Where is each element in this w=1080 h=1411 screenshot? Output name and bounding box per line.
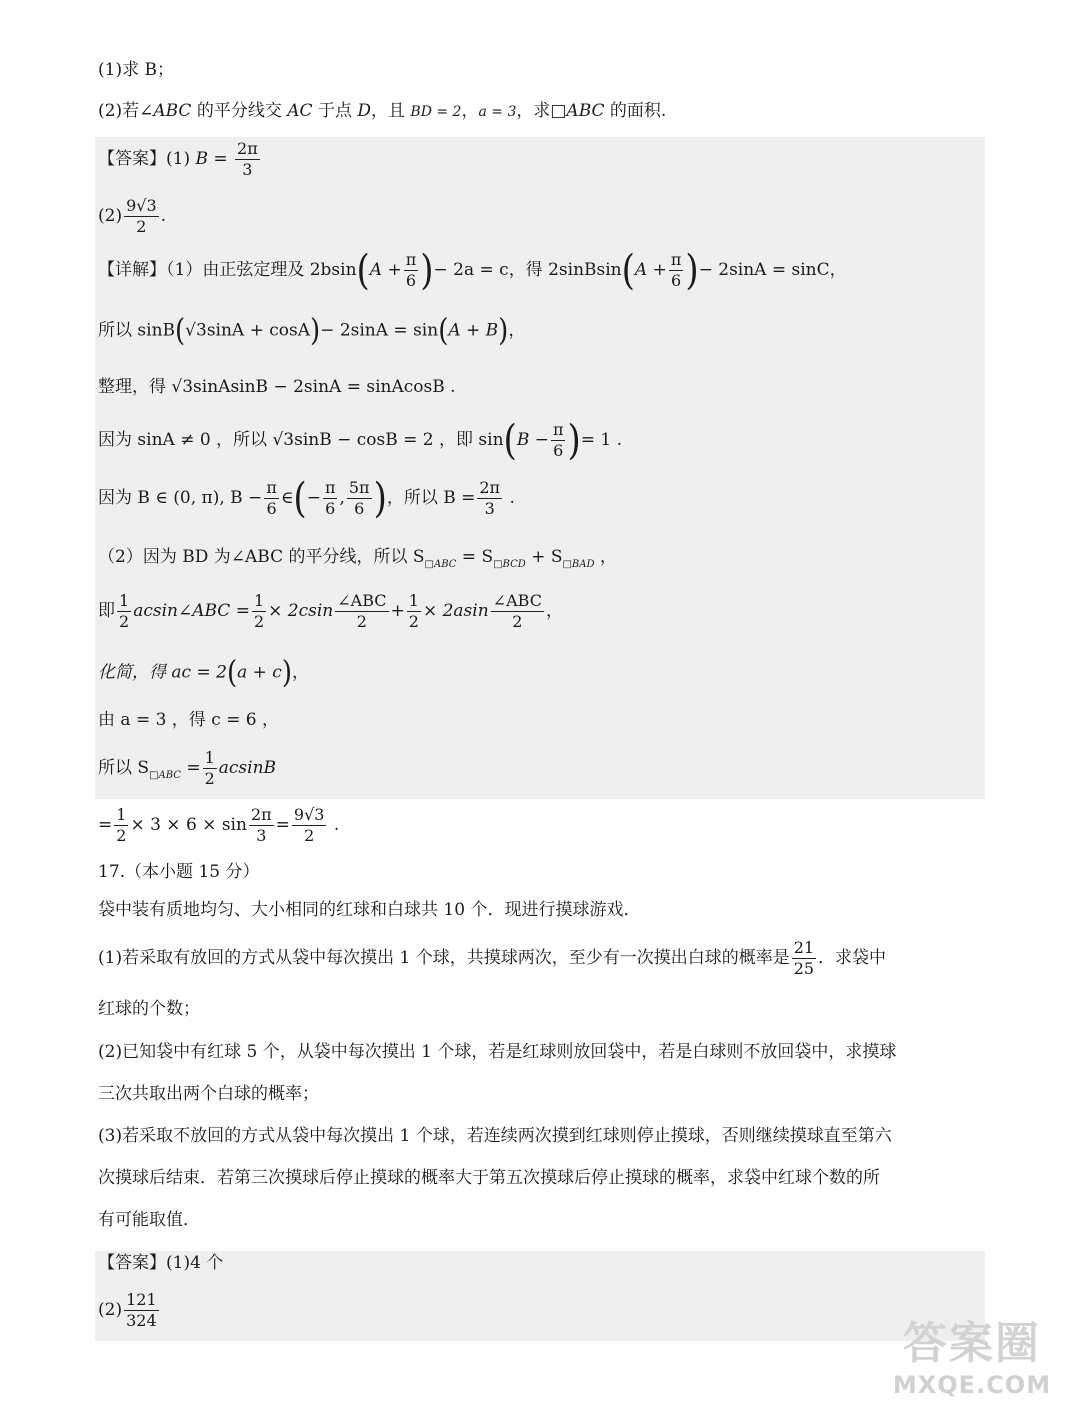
paren-right: ): [420, 246, 434, 295]
frac-den: 2: [512, 612, 523, 631]
frac-den: 3: [484, 499, 495, 518]
detail-16-l6-b: = S: [456, 547, 494, 567]
frac-den: 25: [793, 959, 815, 978]
frac-den: 6: [405, 271, 417, 290]
detail-16-l2-a: 所以 sinB: [98, 320, 176, 341]
detail-16-line4: [98, 416, 623, 465]
detail-16-l7-b: acsin∠ABC =: [133, 601, 250, 621]
frac-den: 6: [325, 499, 336, 518]
q17-stem: [98, 902, 640, 919]
q16-part2-k: ，求: [516, 101, 551, 121]
half: [203, 750, 217, 787]
q17-part1-cont: [98, 1001, 200, 1018]
frac-num: 1: [116, 805, 127, 824]
half: [252, 593, 266, 630]
q17-part3-cont2: [98, 1212, 200, 1229]
answer-label: 【答案】: [98, 1253, 166, 1273]
pi-over-6: [323, 480, 338, 517]
detail-16-line9: [98, 712, 279, 729]
q16-part2-g: ，且: [371, 101, 411, 121]
detail-16-l2-e: ，: [508, 320, 526, 341]
paren-right: ): [567, 416, 581, 465]
nine-root3-over-2: [292, 807, 327, 844]
q16-part2-f: D: [357, 101, 371, 121]
half: [407, 593, 421, 630]
frac-num: π: [670, 250, 682, 269]
detail-16-l7-d: +: [390, 601, 405, 621]
frac-num: 1: [253, 591, 265, 610]
q17-title: [98, 864, 259, 881]
frac-num: 2π: [237, 139, 258, 158]
q17-part2-b: 三次共取出两个白球的概率；: [98, 1084, 319, 1104]
detail-16-line5: [98, 474, 515, 523]
angle-over-2: [491, 593, 544, 630]
detail-16-l1-b2: A +: [634, 260, 667, 280]
detail-16-l7-f: ，: [545, 601, 563, 621]
paren-left: (: [503, 416, 517, 465]
frac-num: ∠ABC: [337, 591, 387, 610]
answer-16-a2-tail: .: [160, 206, 167, 226]
detail-16-l4-d: B −: [516, 430, 549, 450]
q16-part1: [98, 62, 174, 79]
paren-left: (: [621, 246, 635, 295]
detail-16-line8: [98, 655, 309, 691]
two-pi-over-3: [477, 480, 502, 517]
q17-part3-c: 有可能取值．: [98, 1210, 200, 1230]
detail-16-line2: [98, 313, 526, 349]
detail-16-l5-c: −: [306, 488, 321, 508]
q16-part1-text: (1)求 B；: [98, 60, 174, 80]
detail-16-l4-b: √3sinB − cosB = 2: [272, 430, 434, 450]
frac-den: 2: [356, 612, 367, 631]
answer-17-block: [95, 1251, 985, 1341]
answer-16-a1-frac: [235, 141, 260, 178]
two-pi-over-3: [249, 807, 274, 844]
pi-over-6: [404, 252, 419, 289]
half: [114, 807, 128, 844]
detail-16-l5-a: 因为 B ∈ (0, π), B −: [98, 488, 263, 508]
paren-right: ): [281, 655, 292, 691]
paren-right: ): [310, 313, 321, 349]
detail-16-l8-a: 化简，得 ac = 2: [98, 662, 227, 683]
answer-16-a2-prefix: (2): [98, 206, 123, 226]
q17-title-text: 17.（本小题 15 分）: [98, 862, 260, 882]
frac-num: π: [266, 478, 277, 497]
frac-den: 2: [408, 612, 419, 631]
detail-16-l6-d: ，: [594, 547, 617, 567]
q16-part2-e: 于点: [312, 101, 358, 121]
frac-num: 2π: [250, 805, 272, 824]
answer-17-a2-prefix: (2): [98, 1300, 123, 1320]
q16-part2-a: (2)若: [98, 101, 140, 121]
frac-den: 3: [242, 160, 253, 179]
frac-den: 324: [126, 1311, 157, 1330]
q17-part1: [98, 940, 886, 977]
pi-over-6: [551, 422, 566, 459]
detail-16-l3-b: √3sinAsinB − 2sinA = sinAcosB: [171, 377, 445, 397]
detail-16-line3: [98, 379, 456, 396]
frac-num: 1: [408, 591, 419, 610]
detail-16-l11-b: × 3 × 6 × sin: [130, 815, 247, 835]
answer-16-part1: [98, 141, 262, 178]
frac-num: 9√3: [126, 196, 157, 215]
q17-part3-cont1: [98, 1170, 880, 1187]
solution-16-block: [95, 137, 985, 799]
detail-16-l3-a: 整理，得: [98, 377, 172, 397]
detail-16-l2-d: A + B: [448, 320, 499, 341]
q16-part2-i: ，: [461, 101, 479, 121]
detail-16-line1: [98, 246, 847, 295]
detail-16-l5-i: .: [504, 488, 515, 508]
subscript: □BAD: [562, 559, 595, 570]
q17-part2-cont: [98, 1086, 319, 1103]
paren-left: (: [293, 474, 307, 523]
detail-16-l10-c: acsinB: [218, 758, 277, 778]
frac-den: 3: [256, 826, 267, 845]
frac-num: ∠ABC: [492, 591, 542, 610]
detail-16-l8-b: a + c: [237, 662, 282, 683]
detail-16-l9: 由 a = 3 ，得 c = 6 ，: [98, 710, 280, 730]
detail-16-l8-c: ，: [291, 662, 309, 683]
answer-16-part2: [98, 198, 166, 235]
detail-16-line11: [98, 807, 339, 844]
frac-den: 2: [304, 826, 315, 845]
subscript: □ABC: [424, 559, 457, 570]
frac-num: 9√3: [293, 805, 325, 824]
paren-left: (: [438, 313, 449, 349]
answer-17-part2: [98, 1292, 161, 1329]
q16-part2-b: ∠ABC: [139, 101, 192, 121]
paren-left: (: [175, 313, 186, 349]
q16-part2-d: AC: [287, 101, 313, 121]
q17-part3-a: (3)若采取不放回的方式从袋中每次摸出 1 个球，若连续两次摸到红球则停止摸球，否则继续摸球直至第六: [98, 1126, 892, 1146]
answer-17-a2-frac: [124, 1292, 159, 1329]
q17-part1-a: (1)若采取有放回的方式从袋中每次摸出 1 个球，共摸球两次，至少有一次摸出白球的概率是: [98, 948, 790, 968]
detail-16-l3-c: .: [444, 377, 456, 397]
answer-16-a1-prefix: (1): [166, 149, 196, 169]
frac-den: 2: [204, 769, 215, 788]
frac-num: 21: [793, 938, 815, 957]
frac-den: 6: [553, 441, 564, 460]
frac-den: 6: [354, 499, 365, 518]
frac-den: 2: [136, 217, 147, 236]
q17-part1-c: 红球的个数；: [98, 999, 200, 1019]
detail-16-l4-c: ，即 sin: [433, 430, 504, 450]
detail-label: 【详解】: [98, 260, 166, 280]
detail-16-l2-c: − 2sinA = sin: [320, 320, 439, 341]
detail-16-l1-d: ，得 2sinBsin: [508, 260, 622, 280]
paren-right: ): [373, 474, 387, 523]
frac-den: 6: [670, 271, 682, 290]
frac-den: 6: [266, 499, 277, 518]
detail-16-l11-d: .: [328, 815, 340, 835]
q16-part2-j: a = 3: [478, 104, 517, 120]
paren-right: ): [498, 313, 509, 349]
answer-17-a1: (1)4 个: [166, 1253, 224, 1273]
answer-16-a2-frac: [124, 198, 159, 235]
pi-over-6: [669, 252, 684, 289]
half: [117, 593, 131, 630]
detail-16-l11-a: =: [98, 815, 113, 835]
paren-left: (: [356, 246, 370, 295]
q17-part1-b: ．求袋中: [818, 948, 887, 968]
q16-part2-c: 的平分线交: [191, 101, 288, 121]
detail-16-l1-f: ，: [829, 260, 847, 280]
watermark-logo: [892, 1307, 1052, 1399]
frac-num: π: [324, 478, 336, 497]
frac-den: 2: [119, 612, 130, 631]
detail-16-l11-c: =: [275, 815, 290, 835]
q16-part2-l: □ABC: [550, 101, 605, 121]
q16-part2-h: BD = 2: [410, 104, 462, 120]
detail-16-line6: [98, 549, 617, 570]
detail-16-l1-c: − 2a = c: [433, 260, 509, 280]
q17-part2: [98, 1044, 896, 1061]
q16-part2-m: 的面积.: [604, 101, 667, 121]
watermark-logo-text: 答案圈: [903, 1318, 1041, 1369]
q17-part3-b: 次摸球后结束．若第三次摸球后停止摸球的概率大于第五次摸球后停止摸球的概率，求袋中红球个数的所: [98, 1168, 880, 1188]
q17-stem-text: 袋中装有质地均匀、大小相同的红球和白球共 10 个．现进行摸球游戏．: [98, 900, 641, 920]
detail-16-l5-f: ，所以 B =: [386, 488, 476, 508]
detail-16-l7-e: × 2asin: [422, 601, 489, 621]
frac-num: 1: [204, 748, 215, 767]
detail-16-l7-a: 即: [98, 601, 115, 621]
detail-16-l7-c: × 2csin: [268, 601, 334, 621]
detail-16-l1-a: （1）由正弦定理及 2bsin: [166, 260, 357, 280]
detail-16-l6-c: + S: [525, 547, 563, 567]
answer-16-a1-lhs: B =: [195, 149, 228, 169]
detail-16-l5-d: ,: [339, 488, 345, 508]
frac-num: 1: [119, 591, 130, 610]
q17-part3: [98, 1128, 892, 1145]
q17-part2-a: (2)已知袋中有红球 5 个，从袋中每次摸出 1 个球，若是红球则放回袋中，若是白球则不放回袋中，求摸球: [98, 1042, 897, 1062]
pi-over-6: [264, 480, 279, 517]
detail-16-l4-a: 因为 sinA ≠ 0 ，所以: [98, 430, 273, 450]
frac-num: π: [552, 420, 564, 439]
watermark-url: MXQE.COM: [892, 1371, 1052, 1399]
subscript: □ABC: [149, 770, 181, 781]
frac-den: 2: [253, 612, 265, 631]
paren-left: (: [226, 655, 238, 691]
frac-num: 121: [126, 1290, 157, 1309]
detail-16-l4-e: = 1: [580, 430, 612, 450]
frac-num: 2π: [479, 478, 501, 497]
detail-16-l6-a: （2）因为 BD 为∠ABC 的平分线，所以 S: [98, 547, 425, 567]
detail-16-l5-b: ∈: [280, 488, 294, 508]
frac-num: 5π: [348, 478, 370, 497]
five-pi-over-6: [347, 480, 372, 517]
q16-part2: [98, 103, 666, 120]
detail-16-l4-f: .: [611, 430, 623, 450]
angle-over-2: [335, 593, 388, 630]
frac-num: π: [405, 250, 417, 269]
detail-16-l1-b: A +: [369, 260, 402, 280]
detail-16-l10-a: 所以 S: [98, 758, 150, 778]
detail-16-l2-b: √3sinA + cosA: [185, 320, 311, 341]
subscript: □BCD: [493, 559, 526, 570]
frac-den: 2: [116, 826, 127, 845]
detail-16-line10: [98, 750, 276, 787]
answer-label: 【答案】: [98, 149, 166, 169]
paren-right: ): [685, 246, 699, 295]
detail-16-l10-b: =: [180, 758, 201, 778]
q17-prob-frac: [792, 940, 816, 977]
detail-16-line7: [98, 593, 563, 630]
answer-17-part1: [98, 1255, 223, 1272]
detail-16-l1-e: − 2sinA = sinC: [698, 260, 830, 280]
